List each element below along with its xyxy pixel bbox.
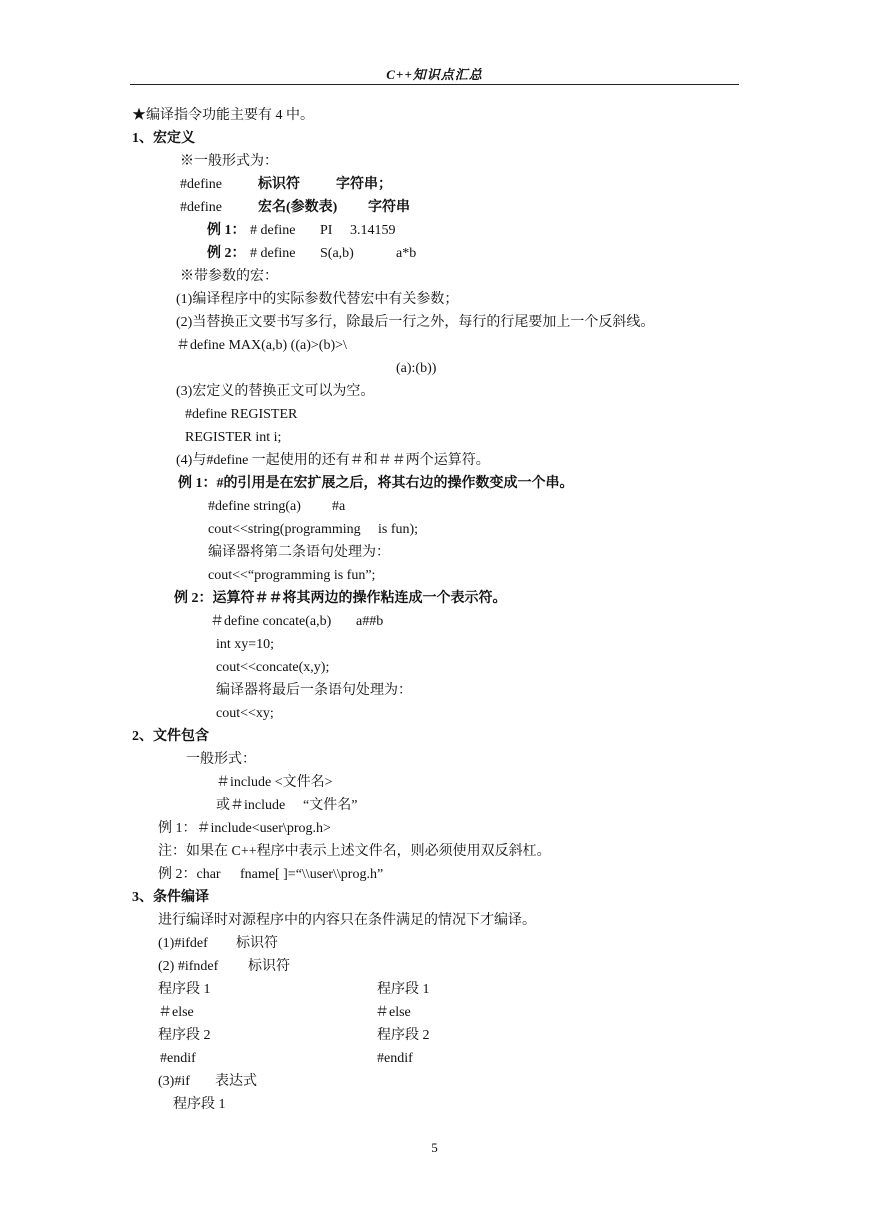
code-token: # define [250,223,296,238]
text-line: 注：如果在 C++程序中表示上述文件名，则必须使用双反斜杠。 [158,844,551,859]
code-token: 或＃include [216,798,286,813]
code-token: (2) #ifndef [158,959,219,974]
code-token: 3.14159 [350,223,396,238]
code-token: fname[ ]=“\\user\\prog.h” [240,867,384,882]
section-heading-macro: 1、宏定义 [132,131,195,146]
code-line: cout<<concate(x,y); [216,660,330,675]
code-token: ＃define concate(a,b) [210,614,332,629]
code-col-left: #endif [160,1051,196,1066]
code-token: 例 2：char [158,867,221,882]
code-col-left: 程序段 2 [158,1028,211,1043]
text-token: 标识符 [258,177,300,192]
text-line: 例 1：＃include<user\prog.h> [158,821,331,836]
text-line: (2)当替换正文要书写多行，除最后一行之外，每行的行尾要加上一个反斜线。 [176,315,655,330]
section-heading-include: 2、文件包含 [132,729,209,744]
header-rule [130,84,739,85]
example-heading: 例 2：运算符＃＃将其两边的操作粘连成一个表示符。 [174,591,507,606]
code-col-right: ＃else [375,1005,411,1020]
example-label: 例 1： [207,223,246,238]
text-line: 编译器将最后一条语句处理为： [216,683,412,698]
text-token: 字符串； [336,177,392,192]
code-col-right: 程序段 1 [377,982,430,997]
code-token: (3)#if [158,1074,190,1089]
code-line: cout<<“programming is fun”; [208,568,376,583]
code-token: PI [320,223,333,238]
code-line: cout<<xy; [216,706,274,721]
code-token: #define [180,177,222,192]
code-line: REGISTER int i; [185,430,282,445]
code-token: # define [250,246,296,261]
code-line: ＃include <文件名> [216,775,333,790]
code-token: S(a,b) [320,246,354,261]
code-col-right: 程序段 2 [377,1028,430,1043]
code-token: (1)#ifdef [158,936,208,951]
text-token: 表达式 [215,1074,257,1089]
text-line: 一般形式： [186,752,256,767]
text-line: (3)宏定义的替换正文可以为空。 [176,384,375,399]
text-token: 宏名(参数表) [258,200,338,215]
code-token: “文件名” [303,798,358,813]
code-col-left: 程序段 1 [158,982,211,997]
code-line: (a):(b)) [396,361,437,376]
text-line: (1)编译程序中的实际参数代替宏中有关参数； [176,292,459,307]
code-token: cout<<string(programming [208,522,361,537]
code-token: a##b [356,614,384,629]
example-label: 例 2： [207,246,246,261]
code-token: a*b [396,246,417,261]
code-line: 程序段 1 [173,1097,226,1112]
text-line: 进行编译时对源程序中的内容只在条件满足的情况下才编译。 [158,913,536,928]
section-heading-conditional: 3、条件编译 [132,890,209,905]
example-heading: 例 1：#的引用是在宏扩展之后，将其右边的操作数变成一个串。 [178,476,574,491]
text-token: 字符串 [368,200,410,215]
text-line: (4)与#define 一起使用的还有＃和＃＃两个运算符。 [176,453,490,468]
code-token: #a [332,499,346,514]
text-line: 编译器将第二条语句处理为： [208,545,390,560]
text-token: 标识符 [236,936,278,951]
code-line: int xy=10; [216,637,275,652]
text-line: ※带参数的宏： [180,269,278,284]
running-header: C++知识点汇总 [386,67,483,82]
code-col-left: ＃else [158,1005,194,1020]
code-token: #define string(a) [208,499,301,514]
code-token: is fun); [378,522,419,537]
code-line: #define REGISTER [185,407,298,422]
code-line: ＃define MAX(a,b) ((a)>(b)>\ [176,338,347,353]
intro-line: ★编译指令功能主要有 4 中。 [132,108,314,123]
code-token: #define [180,200,222,215]
page-number: 5 [431,1140,438,1155]
text-line: ※一般形式为： [180,154,278,169]
text-token: 标识符 [248,959,290,974]
code-col-right: #endif [377,1051,413,1066]
